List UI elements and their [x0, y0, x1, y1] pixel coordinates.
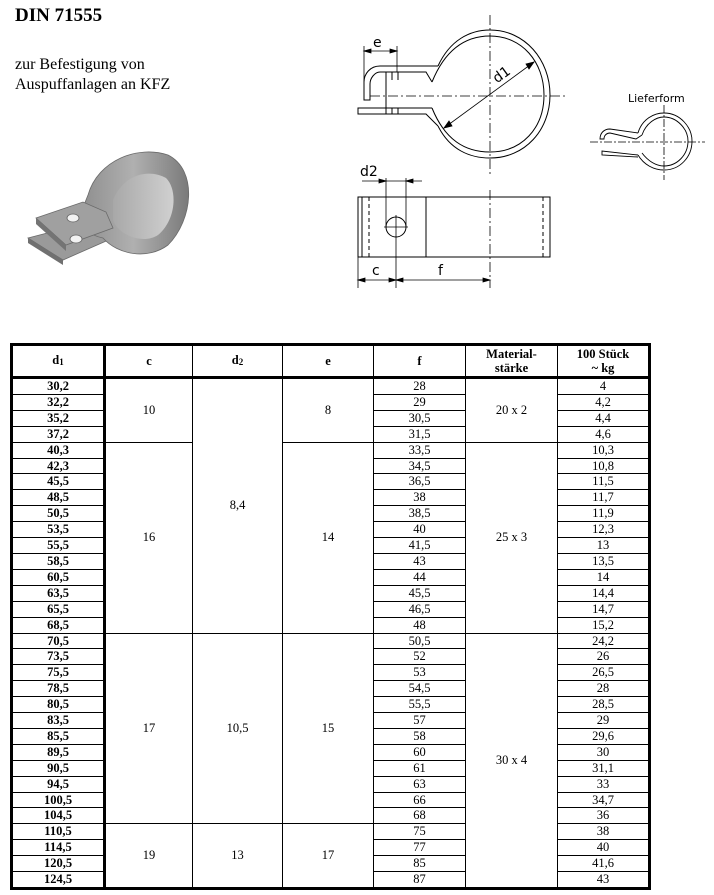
cell-f: 38,5: [374, 506, 466, 522]
spec-table: [10, 343, 651, 890]
header-d2: $d_2$: [193, 345, 283, 378]
cell-weight: 4,4: [558, 410, 650, 426]
cell-f: 36,5: [374, 474, 466, 490]
table-row: [12, 378, 650, 395]
cell-f: 54,5: [374, 681, 466, 697]
cell-d1: 110,5: [12, 824, 105, 840]
cell-f: 66: [374, 792, 466, 808]
cell-weight: 26,5: [558, 665, 650, 681]
cell-d1: 114,5: [12, 840, 105, 856]
cell-weight: 24,2: [558, 633, 650, 649]
clamp-product-image: [18, 140, 198, 275]
cell-weight: 26: [558, 649, 650, 665]
table-header-row: [12, 345, 650, 378]
cell-d1: 65,5: [12, 601, 105, 617]
cell-d1: 94,5: [12, 776, 105, 792]
cell-f: 46,5: [374, 601, 466, 617]
cell-weight: 10,3: [558, 442, 650, 458]
cell-e: 15: [283, 633, 374, 824]
cell-f: 45,5: [374, 585, 466, 601]
cell-d1: 42,3: [12, 458, 105, 474]
cell-f: 41,5: [374, 538, 466, 554]
cell-d1: 37,2: [12, 426, 105, 442]
cell-d2: 10,5: [193, 633, 283, 824]
cell-d1: 78,5: [12, 681, 105, 697]
cell-d1: 58,5: [12, 553, 105, 569]
cell-d1: 90,5: [12, 760, 105, 776]
cell-f: 58: [374, 728, 466, 744]
cell-weight: 14,7: [558, 601, 650, 617]
cell-d1: 80,5: [12, 697, 105, 713]
cell-d1: 60,5: [12, 569, 105, 585]
cell-weight: 40: [558, 840, 650, 856]
cell-weight: 28,5: [558, 697, 650, 713]
label-d1: d1: [490, 63, 514, 87]
cell-d1: 48,5: [12, 490, 105, 506]
cell-d1: 45,5: [12, 474, 105, 490]
cell-weight: 29: [558, 713, 650, 729]
cell-f: 48: [374, 617, 466, 633]
cell-d1: 35,2: [12, 410, 105, 426]
cell-c: 17: [105, 633, 193, 824]
header-d1: $d_1$: [12, 345, 105, 378]
cell-weight: 13,5: [558, 553, 650, 569]
cell-weight: 14,4: [558, 585, 650, 601]
cell-weight: 41,6: [558, 856, 650, 872]
cell-f: 38: [374, 490, 466, 506]
cell-f: 30,5: [374, 410, 466, 426]
subtitle-line-1: zur Befestigung von: [15, 56, 145, 73]
cell-weight: 36: [558, 808, 650, 824]
cell-c: 16: [105, 442, 193, 633]
cell-d1: 83,5: [12, 713, 105, 729]
header-f: f: [374, 345, 466, 378]
label-lieferform: Lieferform: [628, 92, 685, 105]
cell-d1: 55,5: [12, 538, 105, 554]
cell-f: 85: [374, 856, 466, 872]
header-material: Material- stärke: [466, 345, 558, 378]
cell-f: 43: [374, 553, 466, 569]
label-e: e: [373, 35, 382, 51]
label-d2: d2: [360, 164, 378, 180]
cell-d1: 53,5: [12, 522, 105, 538]
cell-f: 31,5: [374, 426, 466, 442]
header-e: e: [283, 345, 374, 378]
page-title: DIN 71555: [15, 5, 103, 26]
cell-d1: 50,5: [12, 506, 105, 522]
table-row: [12, 442, 650, 458]
cell-f: 40: [374, 522, 466, 538]
cell-weight: 12,3: [558, 522, 650, 538]
cell-weight: 10,8: [558, 458, 650, 474]
cell-d1: 63,5: [12, 585, 105, 601]
lieferform-drawing: [580, 85, 710, 180]
cell-f: 50,5: [374, 633, 466, 649]
cell-f: 57: [374, 713, 466, 729]
cell-d1: 30,2: [12, 378, 105, 395]
cell-weight: 15,2: [558, 617, 650, 633]
cell-f: 29: [374, 394, 466, 410]
label-c: c: [372, 263, 380, 279]
cell-f: 68: [374, 808, 466, 824]
cell-f: 61: [374, 760, 466, 776]
cell-d1: 104,5: [12, 808, 105, 824]
technical-drawing: [340, 0, 580, 300]
cell-weight: 34,7: [558, 792, 650, 808]
header-weight: 100 Stück ~ kg: [558, 345, 650, 378]
cell-material: 20 x 2: [466, 378, 558, 443]
cell-d2: 8,4: [193, 378, 283, 634]
cell-weight: 11,7: [558, 490, 650, 506]
cell-f: 28: [374, 378, 466, 395]
cell-weight: 14: [558, 569, 650, 585]
cell-material: 30 x 4: [466, 633, 558, 889]
label-f: f: [438, 263, 443, 279]
cell-d1: 68,5: [12, 617, 105, 633]
cell-f: 55,5: [374, 697, 466, 713]
cell-e: 14: [283, 442, 374, 633]
table-row: [12, 633, 650, 649]
cell-weight: 30: [558, 744, 650, 760]
cell-d1: 120,5: [12, 856, 105, 872]
cell-c: 19: [105, 824, 193, 889]
cell-d1: 89,5: [12, 744, 105, 760]
cell-weight: 28: [558, 681, 650, 697]
cell-weight: 4,6: [558, 426, 650, 442]
cell-c: 10: [105, 378, 193, 443]
cell-d1: 73,5: [12, 649, 105, 665]
cell-d1: 100,5: [12, 792, 105, 808]
cell-weight: 4: [558, 378, 650, 395]
cell-d1: 85,5: [12, 728, 105, 744]
cell-f: 77: [374, 840, 466, 856]
cell-weight: 38: [558, 824, 650, 840]
cell-f: 52: [374, 649, 466, 665]
subtitle-line-2: Auspuffanlagen an KFZ: [15, 76, 171, 93]
cell-d1: 75,5: [12, 665, 105, 681]
cell-d1: 40,3: [12, 442, 105, 458]
cell-d2: 13: [193, 824, 283, 889]
cell-f: 33,5: [374, 442, 466, 458]
cell-d1: 124,5: [12, 872, 105, 889]
table-body: [12, 378, 650, 889]
cell-weight: 33: [558, 776, 650, 792]
cell-f: 63: [374, 776, 466, 792]
cell-f: 60: [374, 744, 466, 760]
cell-weight: 31,1: [558, 760, 650, 776]
header-c: c: [105, 345, 193, 378]
cell-d1: 70,5: [12, 633, 105, 649]
cell-f: 34,5: [374, 458, 466, 474]
cell-e: 8: [283, 378, 374, 443]
cell-d1: 32,2: [12, 394, 105, 410]
cell-weight: 11,9: [558, 506, 650, 522]
cell-f: 87: [374, 872, 466, 889]
cell-weight: 11,5: [558, 474, 650, 490]
cell-f: 75: [374, 824, 466, 840]
cell-weight: 4,2: [558, 394, 650, 410]
cell-weight: 43: [558, 872, 650, 889]
cell-f: 53: [374, 665, 466, 681]
cell-weight: 13: [558, 538, 650, 554]
cell-material: 25 x 3: [466, 442, 558, 633]
cell-f: 44: [374, 569, 466, 585]
cell-weight: 29,6: [558, 728, 650, 744]
cell-e: 17: [283, 824, 374, 889]
subtitle: [15, 55, 170, 95]
